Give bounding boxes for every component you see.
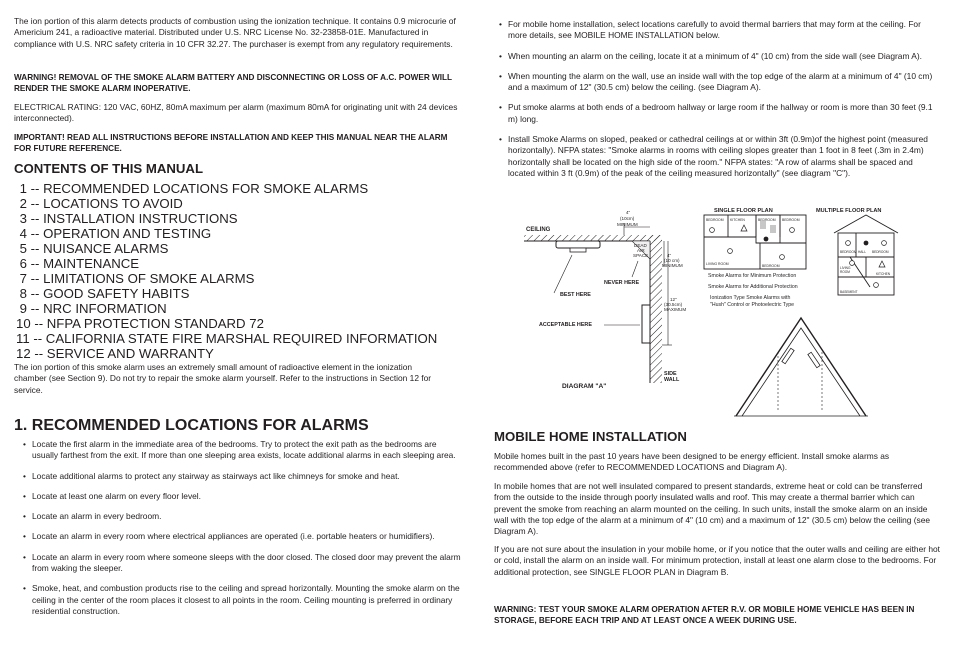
room-label: BASEMENT — [840, 290, 858, 294]
list-item: • When mounting the alarm on the wall, use an inside wall with the top edge of the alarm at a minimum of 4" (10 cm) and a maximum of 12" (30.5 cm) below the ceiling. (see Diagram A). — [496, 71, 942, 94]
mobile-paragraph: In mobile homes that are not well insulated compared to present standards, extreme heat or cold can be transferred from the outside to the inside through poorly insulated walls and roof. This may create a thermal barrier which can prevent the smoke from reaching an alarm mounted on the ceiling. In such units, install the smoke alarm on an inside wall with the top edge of the alarm at a minimum of 4" (10 cm) and a maximum of 12" (30.5 cm) below the ceiling (see Diagram A). — [494, 481, 931, 537]
room-label: LIVING ROOM — [706, 262, 729, 266]
wall-hatch — [650, 235, 662, 383]
single-floor-plan — [704, 215, 806, 269]
list-item: • When mounting an alarm on the ceiling, locate it at a minimum of 4" (10 cm) from the side wall (see Diagram A). — [496, 51, 942, 62]
contents-item: 10 -- NFPA PROTECTION STANDARD 72 — [16, 316, 264, 331]
contents-item: 8 -- GOOD SAFETY HABITS — [16, 286, 190, 301]
list-item: • Locate additional alarms to protect any stairway as stairways act like chimneys for smoke and heat. — [20, 471, 462, 482]
intro-paragraph: The ion portion of this alarm detects products of combustion using the ionization technique. It contains 0.9 microcurie of Americium 241, a radioactive material. Distributed under U.S. NRC License No. 32-23858-01E. Manufactured in compliance with U.S. NRC safety criteria in 10 CFR 32.27. The purchaser is exempt from any regulatory requirements. — [14, 16, 456, 49]
battery-warning: WARNING! REMOVAL OF THE SMOKE ALARM BATTERY AND DISCONNECTING OR LOSS OF A.C. POWER WILL RENDER THE SMOKE ALARM INOPERATIVE. — [14, 73, 452, 93]
room-label: BEDROOM — [782, 218, 800, 222]
important-note: IMPORTANT! READ ALL INSTRUCTIONS BEFORE INSTALLATION AND KEEP THIS MANUAL NEAR THE ALARM FOR FUTURE REFERENCE. — [14, 133, 448, 153]
section1-title: 1. RECOMMENDED LOCATIONS FOR ALARMS — [14, 417, 369, 434]
room-label: ROOM — [840, 270, 850, 274]
mobile-paragraph: If you are not sure about the insulation in your mobile home, or if you notice that the outer walls and ceiling are either hot or cold, install the alarm on an inside wall. For minimum protection, install at least one alarm close to the bedrooms. For additional protection, see SINGLE FLOOR PLAN in Diagram B. — [494, 544, 940, 577]
mobile-paragraph: Mobile homes built in the past 10 years have been designed to be energy efficient. Install smoke alarms as recommended above (refer to RECOMMENDED LOCATIONS and Diagram A). — [494, 451, 890, 473]
room-label: KITCHEN — [730, 218, 745, 222]
dim-4in-label: (10cm) — [620, 216, 635, 221]
diagram-a-caption: DIAGRAM "A" — [562, 383, 607, 390]
contents-item: 5 -- NUISANCE ALARMS — [16, 241, 169, 256]
dim-4in-label: MINIMUM — [617, 222, 638, 227]
single-floor-title: SINGLE FLOOR PLAN — [714, 208, 773, 214]
dim-12in-label: MAXIMUM — [664, 307, 687, 312]
dead-air-label: SPACE — [633, 253, 649, 258]
legend-ionization: Ionization Type Smoke Alarms with — [710, 295, 791, 301]
contents-item: 3 -- INSTALLATION INSTRUCTIONS — [16, 211, 238, 226]
room-label: BEDROOM — [706, 218, 724, 222]
diagram-a — [520, 205, 700, 400]
multiple-floor-title: MULTIPLE FLOOR PLAN — [816, 208, 882, 214]
rv-warning: WARNING: TEST YOUR SMOKE ALARM OPERATION AFTER R.V. OR MOBILE HOME VEHICLE HAS BEEN IN STORAGE, BEFORE EACH TRIP AND AT LEAST ONCE A WEEK DURING USE. — [494, 605, 915, 625]
diagram-b — [700, 203, 912, 315]
sloped-ceiling-alarm-icon — [808, 352, 820, 368]
side-wall-label: WALL — [664, 377, 680, 383]
never-here-label: NEVER HERE — [604, 280, 640, 286]
dim-12in-label: (30.5cm) — [664, 302, 683, 307]
dim-4in-vertical-label: (10 cm) — [664, 258, 680, 263]
multiple-floor-plan — [834, 215, 898, 295]
side-wall-label: SIDE — [664, 371, 677, 377]
placement-bullets — [496, 19, 942, 179]
room-label: HALL — [858, 250, 866, 254]
list-item: • Locate an alarm in every room where electrical appliances are operated (i.e. portable heaters or humidifiers). — [20, 531, 462, 542]
list-item: • Put smoke alarms at both ends of a bedroom hallway or large room if the hallway or room is more than 30 feet (9.1 m) long. — [496, 102, 942, 125]
best-here-label: BEST HERE — [560, 292, 591, 298]
contents-item: 12 -- SERVICE AND WARRANTY — [16, 346, 214, 361]
contents-title: CONTENTS OF THIS MANUAL — [14, 161, 204, 176]
contents-item: 2 -- LOCATIONS TO AVOID — [16, 196, 183, 211]
wall-alarm-icon — [642, 305, 650, 343]
dim-4in-vertical-label: MINIMUM — [662, 263, 683, 268]
list-item: • Smoke, heat, and combustion products rise to the ceiling and spread horizontally. Mounting the smoke alarm on the ceiling in the center of the room places it closest to all points in the room. Ceiling mounting is preferred in ordinary residential construction. — [20, 583, 462, 617]
sloped-ceiling-alarm-icon — [782, 348, 794, 364]
room-label: BEDROOM — [872, 250, 889, 254]
ceiling-hatch — [524, 235, 662, 241]
ion-note: The ion portion of this smoke alarm uses an extremely small amount of radioactive element in the ionization chamber (see Section 9). Do not try to repair the smoke alarm yourself. Refer to the instructions in Section 12 for service. — [14, 362, 432, 395]
ceiling-label: CEILING — [526, 227, 551, 233]
section1-bullets — [20, 439, 462, 617]
legend-minimum: Smoke Alarms for Minimum Protection — [708, 273, 797, 279]
room-label: BEDROOM — [758, 218, 776, 222]
list-item: • Locate the first alarm in the immediate area of the bedrooms. Try to protect the exit path as the bedrooms are usually farthest from the exit. If more than one sleeping area exists, locate additional alarms in each sleeping area. — [20, 439, 462, 462]
electrical-rating: ELECTRICAL RATING: 120 VAC, 60HZ, 80mA maximum per alarm (maximum 80mA for originating unit with 24 devices interconnected). — [14, 102, 458, 124]
acceptable-here-label: ACCEPTABLE HERE — [539, 322, 592, 328]
legend-additional: Smoke Alarms for Additional Protection — [708, 284, 798, 290]
dim-12in-label: 12" — [670, 297, 677, 302]
contents-list — [16, 181, 437, 361]
mobile-home-title: MOBILE HOME INSTALLATION — [494, 429, 687, 444]
list-item: • For mobile home installation, select locations carefully to avoid thermal barriers that may form at the ceiling. For more details, see MOBILE HOME INSTALLATION below. — [496, 19, 942, 42]
contents-item: 11 -- CALIFORNIA STATE FIRE MARSHAL REQUIRED INFORMATION — [16, 331, 438, 346]
dim-4in-label: 4" — [626, 210, 631, 215]
contents-item: 9 -- NRC INFORMATION — [16, 301, 167, 316]
list-item: • Install Smoke Alarms on sloped, peaked or cathedral ceilings at or within 3ft (0.9m)of the highest point (measured horizontally). NFPA states: "Smoke alarms in rooms with ceiling slopes greater than 1 foot in 8 feet (.3m in 2.4m) horizontally shall be located on the high side of the room." NFPA states: "A row of alarms shall be spaced and located within 3 ft (0.9m) of the peak of the ceiling measured horizontally" (see diagram "C"). — [496, 134, 942, 179]
list-item: • Locate an alarm in every room where someone sleeps with the door closed. The closed door may prevent the alarm from waking the sleeper. — [20, 552, 462, 575]
diagram-c — [728, 312, 874, 424]
room-label: KITCHEN — [876, 272, 890, 276]
room-label: LIVING — [840, 266, 851, 270]
room-label: BEDROOM — [840, 250, 857, 254]
legend-ionization: "Hush" Control or Photoelectric Type — [710, 302, 795, 308]
list-item: • Locate an alarm in every bedroom. — [20, 511, 462, 522]
dead-air-label: DEAD — [634, 243, 647, 248]
list-item: • Locate at least one alarm on every floor level. — [20, 491, 462, 502]
contents-item: 6 -- MAINTENANCE — [16, 256, 140, 271]
contents-item: 1 -- RECOMMENDED LOCATIONS FOR SMOKE ALARMS — [16, 181, 369, 196]
contents-item: 4 -- OPERATION AND TESTING — [16, 226, 212, 241]
dead-air-label: AIR — [637, 248, 645, 253]
ceiling-alarm-icon — [556, 241, 600, 248]
contents-item: 7 -- LIMITATIONS OF SMOKE ALARMS — [16, 271, 255, 286]
dim-4in-vertical-label: 4" — [667, 253, 672, 258]
room-label: BEDROOM — [762, 264, 780, 268]
